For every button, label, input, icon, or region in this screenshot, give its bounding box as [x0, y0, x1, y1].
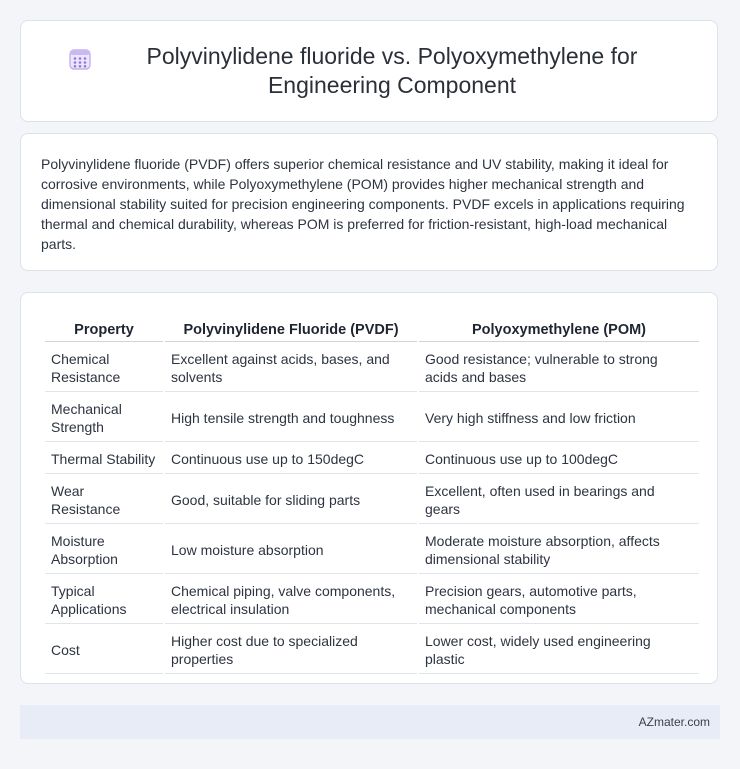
pvdf-cell: Higher cost due to specialized properties [165, 626, 417, 674]
calendar-grid-icon [69, 48, 91, 70]
table-row [45, 576, 699, 624]
table-header-row [45, 315, 699, 342]
table-row [45, 444, 699, 474]
footer-brand[interactable]: AZmater.com [638, 715, 710, 729]
pvdf-cell: High tensile strength and toughness [165, 394, 417, 442]
table-row [45, 476, 699, 524]
property-cell: Moisture Absorption [45, 526, 163, 574]
pom-cell: Continuous use up to 100degC [419, 444, 699, 474]
summary-text: Polyvinylidene fluoride (PVDF) offers superior chemical resistance and UV stability, making it ideal for corrosive environments, while Polyoxymethylene (POM) provides higher mechanical strength and dimensional stability suited for precision engineering components. PVDF excels in applications requiring thermal and chemical durability, whereas POM is preferred for friction-resistant, high-load mechanical parts. [41, 156, 685, 252]
pom-cell: Excellent, often used in bearings and gears [419, 476, 699, 524]
pvdf-cell: Chemical piping, valve components, electrical insulation [165, 576, 417, 624]
column-header-pvdf: Polyvinylidene Fluoride (PVDF) [165, 315, 417, 342]
title-card [20, 20, 718, 122]
pvdf-cell: Continuous use up to 150degC [165, 444, 417, 474]
pvdf-cell: Low moisture absorption [165, 526, 417, 574]
column-header-pom: Polyoxymethylene (POM) [419, 315, 699, 342]
title-wrap [69, 42, 669, 100]
table-row [45, 344, 699, 392]
property-cell: Thermal Stability [45, 444, 163, 474]
pom-cell: Good resistance; vulnerable to strong acids and bases [419, 344, 699, 392]
table-row [45, 526, 699, 574]
comparison-card [20, 292, 718, 684]
pom-cell: Precision gears, automotive parts, mechanical components [419, 576, 699, 624]
property-cell: Wear Resistance [45, 476, 163, 524]
footer-bar [20, 705, 720, 739]
summary-card [20, 133, 718, 271]
table-row [45, 394, 699, 442]
property-cell: Cost [45, 626, 163, 674]
comparison-table [43, 313, 701, 676]
table-row [45, 626, 699, 674]
pom-cell: Lower cost, widely used engineering plastic [419, 626, 699, 674]
property-cell: Chemical Resistance [45, 344, 163, 392]
page-title: Polyvinylidene fluoride vs. Polyoxymethylene for Engineering Component [146, 43, 638, 98]
pvdf-cell: Good, suitable for sliding parts [165, 476, 417, 524]
pom-cell: Very high stiffness and low friction [419, 394, 699, 442]
pom-cell: Moderate moisture absorption, affects dimensional stability [419, 526, 699, 574]
property-cell: Mechanical Strength [45, 394, 163, 442]
property-cell: Typical Applications [45, 576, 163, 624]
column-header-property: Property [45, 315, 163, 342]
pvdf-cell: Excellent against acids, bases, and solvents [165, 344, 417, 392]
